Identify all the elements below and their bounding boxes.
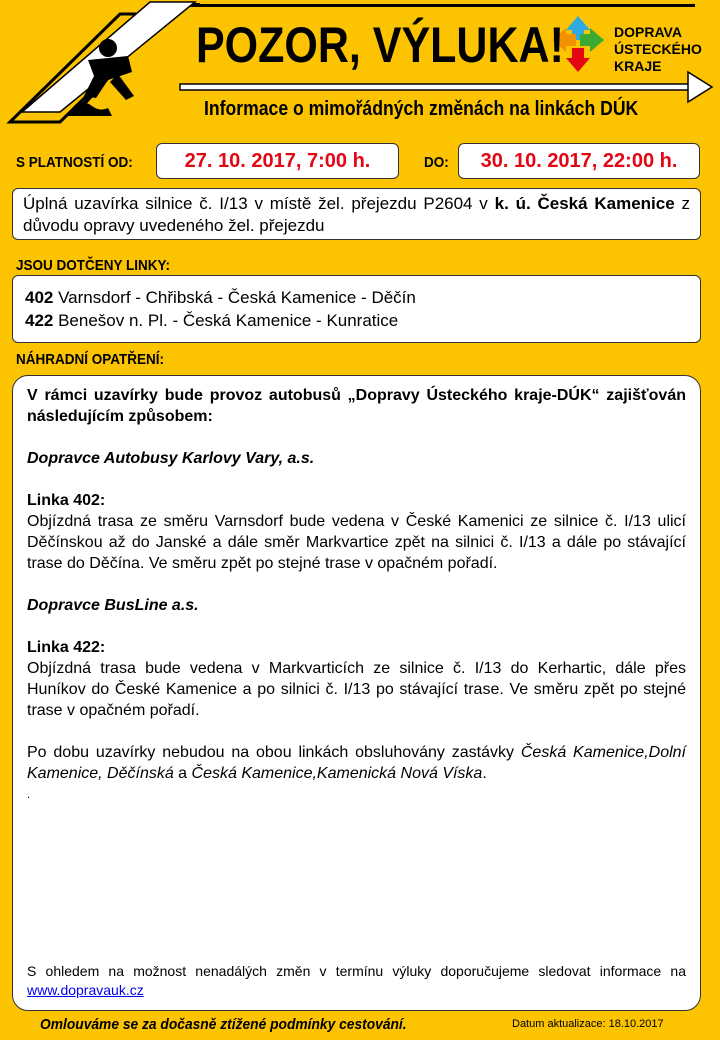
line-402-text: Objízdná trasa ze směru Varnsdorf bude vedena v České Kamenici ze silnice č. I/13 ulicí Děčínskou až do Janské a dále směr Markvartice zpět na silnici č. I/13 a dále po stávající trase do Děčína. Ve směru zpět po stejné trase v opačném pořadí. — [27, 513, 686, 572]
stops-prefix: Po dobu uzavírky nebudou na obou linkách obsluhovány zastávky — [27, 744, 521, 761]
replacement-label: NÁHRADNÍ OPATŘENÍ: — [16, 351, 164, 368]
list-item — [25, 286, 688, 309]
line-number: 422 — [25, 311, 54, 330]
website-link[interactable]: www.dopravauk.cz — [27, 982, 144, 998]
update-date: Datum aktualizace: 18.10.2017 — [512, 1018, 664, 1030]
closed-stop-1: Česká Kamenice,Dolní Kamenice, Děčínská — [27, 744, 686, 782]
logo-text — [614, 24, 702, 75]
closure-location: k. ú. Česká Kamenice — [494, 194, 675, 213]
valid-from-value: 27. 10. 2017, 7:00 h. — [156, 143, 399, 179]
logo-line-3: KRAJE — [614, 58, 662, 74]
line-422-title: Linka 422: — [27, 639, 106, 656]
affected-lines-box — [12, 275, 701, 343]
valid-to-label: DO: — [424, 154, 449, 171]
valid-to-value: 30. 10. 2017, 22:00 h. — [458, 143, 700, 179]
closure-description — [12, 188, 701, 240]
line-number: 402 — [25, 288, 54, 307]
logo-line-2: ÚSTECKÉHO — [614, 41, 702, 57]
logo-line-1: DOPRAVA — [614, 24, 682, 40]
page-title: POZOR, VÝLUKA! — [196, 17, 564, 73]
affected-lines-label: JSOU DOTČENY LINKY: — [16, 257, 171, 274]
apology-text: Omlouváme se za dočasně ztížené podmínky cestování. — [40, 1016, 407, 1033]
carrier-2: Dopravce BusLine a.s. — [27, 597, 199, 614]
stops-and: a — [173, 765, 192, 782]
stops-suffix: . — [482, 765, 487, 782]
valid-from-label: S PLATNOSTÍ OD: — [16, 154, 133, 171]
carrier-1: Dopravce Autobusy Karlovy Vary, a.s. — [27, 450, 315, 467]
list-item — [25, 309, 688, 332]
closure-text-1: Úplná uzavírka silnice č. I/13 v místě žel. přejezdu P2604 v — [23, 194, 495, 213]
note: S ohledem na možnost nenadálých změn v termínu výluky doporučujeme sledovat informace na — [27, 963, 686, 979]
note-text — [27, 962, 686, 1000]
line-402-title: Linka 402: — [27, 492, 106, 509]
closed-stops-text — [27, 742, 686, 784]
line-route: Varnsdorf - Chřibská - Česká Kamenice - Děčín — [53, 288, 416, 307]
intro-text: V rámci uzavírky bude provoz autobusů „Dopravy Ústeckého kraje-DÚK“ zajišťován následujícím způsobem: — [27, 387, 686, 425]
line-422-text: Objízdná trasa bude vedena v Markvarticích ze silnice č. I/13 do Kerhartic, dále přes Huníkov do České Kamenice a po silnici č. I/13 po stávající trase. Ve směru zpět po stejné trase v opačném pořadí. — [27, 660, 686, 719]
closure-text-2: z důvodu opravy uvedeného žel. přejezdu — [23, 194, 690, 235]
page-subtitle: Informace o mimořádných změnách na linkách DÚK — [204, 98, 639, 120]
closed-stop-2: Česká Kamenice,Kamenická Nová Víska — [191, 765, 483, 782]
replacement-box — [12, 375, 701, 1011]
dot: . — [27, 789, 31, 801]
line-route: Benešov n. Pl. - Česká Kamenice - Kunratice — [53, 311, 399, 330]
